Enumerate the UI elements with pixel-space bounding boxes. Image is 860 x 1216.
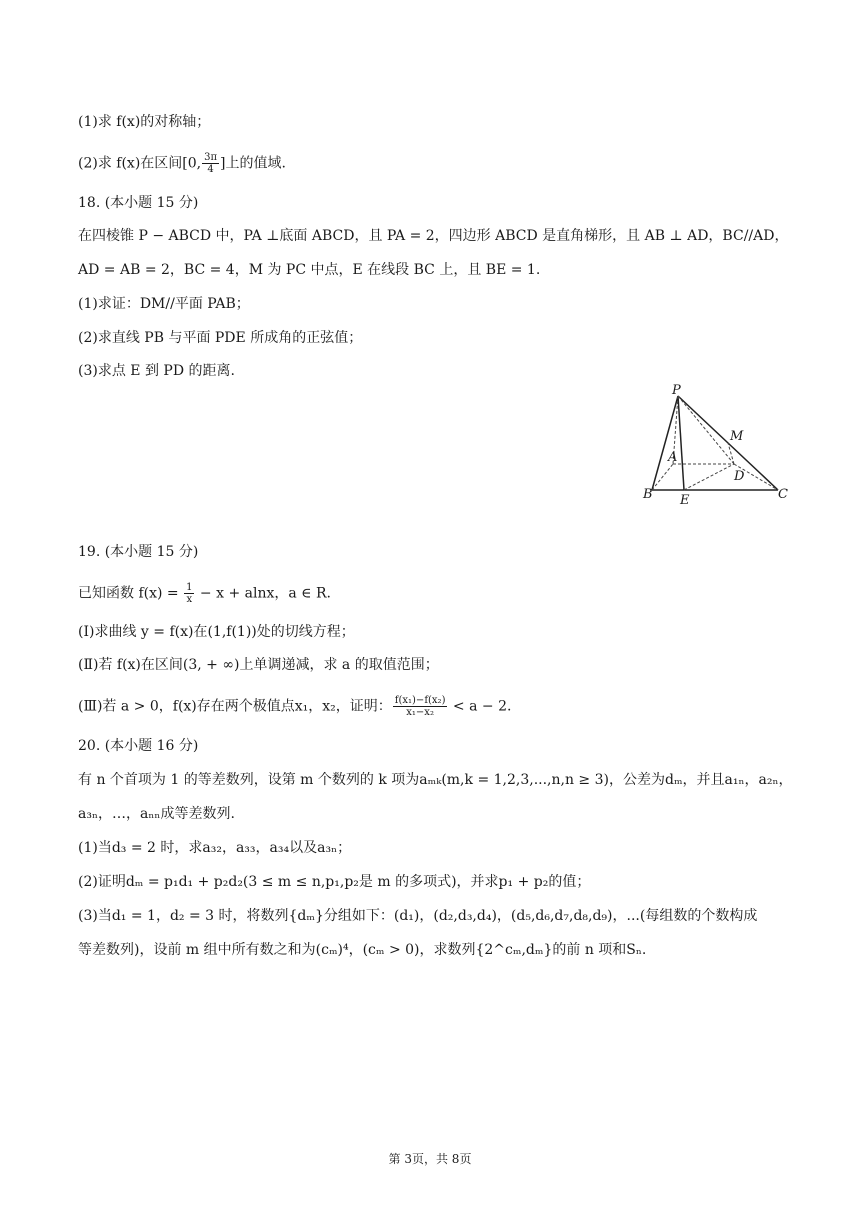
q20-stem-line1: 有 n 个首项为 1 的等差数列，设第 m 个数列的 k 项为aₘₖ(m,k = 1,2,3,...,n,n ≥ 3)，公差为dₘ，并且a₁ₙ，a₂ₙ，	[78, 772, 793, 788]
label-e: E	[680, 493, 690, 508]
q19-frac-num: 1	[186, 582, 193, 593]
q19-part1: (Ⅰ)求曲线 y = f(x)在(1,f(1))处的切线方程；	[78, 624, 355, 640]
q19-part2: (Ⅱ)若 f(x)在区间(3, + ∞)上单调递减，求 a 的取值范围；	[78, 657, 439, 673]
q19-stem-pre: 已知函数 f(x) =	[78, 585, 179, 602]
q20-part1: (1)当d₃ = 2 时，求a₃₂，a₃₃，a₃₄以及a₃ₙ；	[78, 840, 352, 856]
q17-part2-post: ]上的值域.	[220, 155, 286, 172]
q19-part3-post: < a − 2.	[452, 698, 512, 715]
q20-part2: (2)证明dₘ = p₁d₁ + p₂d₂(3 ≤ m ≤ n,p₁,p₂是 m 的多项式)，并求p₁ + p₂的值；	[78, 874, 591, 890]
edge-ed	[684, 464, 734, 490]
pyramid-figure	[640, 382, 820, 510]
label-b: B	[643, 487, 653, 502]
label-d: D	[734, 469, 745, 484]
q19-frac-den: x	[186, 594, 193, 605]
q17-frac-den: 4	[207, 164, 214, 175]
edge-pe	[678, 396, 684, 490]
q18-part2: (2)求直线 PB 与平面 PDE 所成角的正弦值；	[78, 330, 363, 346]
q19-part3-fraction	[393, 695, 448, 718]
q18-part3: (3)求点 E 到 PD 的距离.	[78, 363, 235, 379]
q17-part2-pre: (2)求 f(x)在区间[0,	[78, 155, 202, 172]
q19-part3	[78, 695, 511, 718]
label-p: P	[672, 383, 681, 398]
q18-stem-line1: 在四棱锥 P − ABCD 中，PA ⊥底面 ABCD，且 PA = 2，四边形 ABCD 是直角梯形，且 AB ⊥ AD，BC//AD，	[78, 228, 789, 244]
q17-part1: (1)求 f(x)的对称轴；	[78, 114, 211, 130]
edge-pd	[678, 396, 734, 464]
label-m: M	[730, 429, 744, 444]
q20-part3-line2: 等差数列)，设前 m 组中所有数之和为(cₘ)⁴，(cₘ > 0)，求数列{2^cₘ,dₘ}的前 n 项和Sₙ.	[78, 942, 647, 958]
page-footer: 第 3页，共 8页	[388, 1152, 472, 1166]
q19-stem-post: − x + alnx，a ∈ R.	[199, 585, 331, 602]
q18-header: 18. (本小题 15 分)	[78, 195, 199, 211]
q19-header: 19. (本小题 15 分)	[78, 544, 199, 560]
q20-header: 20. (本小题 16 分)	[78, 738, 199, 754]
q19-part3-frac-num: f(x₁)−f(x₂)	[394, 695, 446, 706]
q19-part3-pre: (Ⅲ)若 a > 0，f(x)存在两个极值点x₁，x₂，证明：	[78, 698, 392, 715]
q17-frac-num: 3π	[204, 152, 218, 163]
label-a: A	[668, 450, 678, 465]
q18-part1: (1)求证：DM//平面 PAB；	[78, 296, 250, 312]
q17-part2	[78, 152, 286, 175]
q19-part3-frac-den: x₁−x₂	[406, 707, 434, 718]
q19-fraction	[184, 582, 194, 605]
q19-stem	[78, 582, 331, 605]
q18-stem-line2: AD = AB = 2，BC = 4，M 为 PC 中点，E 在线段 BC 上，且 BE = 1.	[78, 262, 541, 278]
label-c: C	[778, 487, 788, 502]
q20-stem-line2: a₃ₙ，…，aₙₙ成等差数列.	[78, 806, 235, 822]
q17-fraction	[202, 152, 219, 175]
q20-part3-line1: (3)当d₁ = 1，d₂ = 3 时，将数列{dₘ}分组如下：(d₁)，(d₂,d₃,d₄)，(d₅,d₆,d₇,d₈,d₉)，...(每组数的个数构成	[78, 908, 758, 924]
